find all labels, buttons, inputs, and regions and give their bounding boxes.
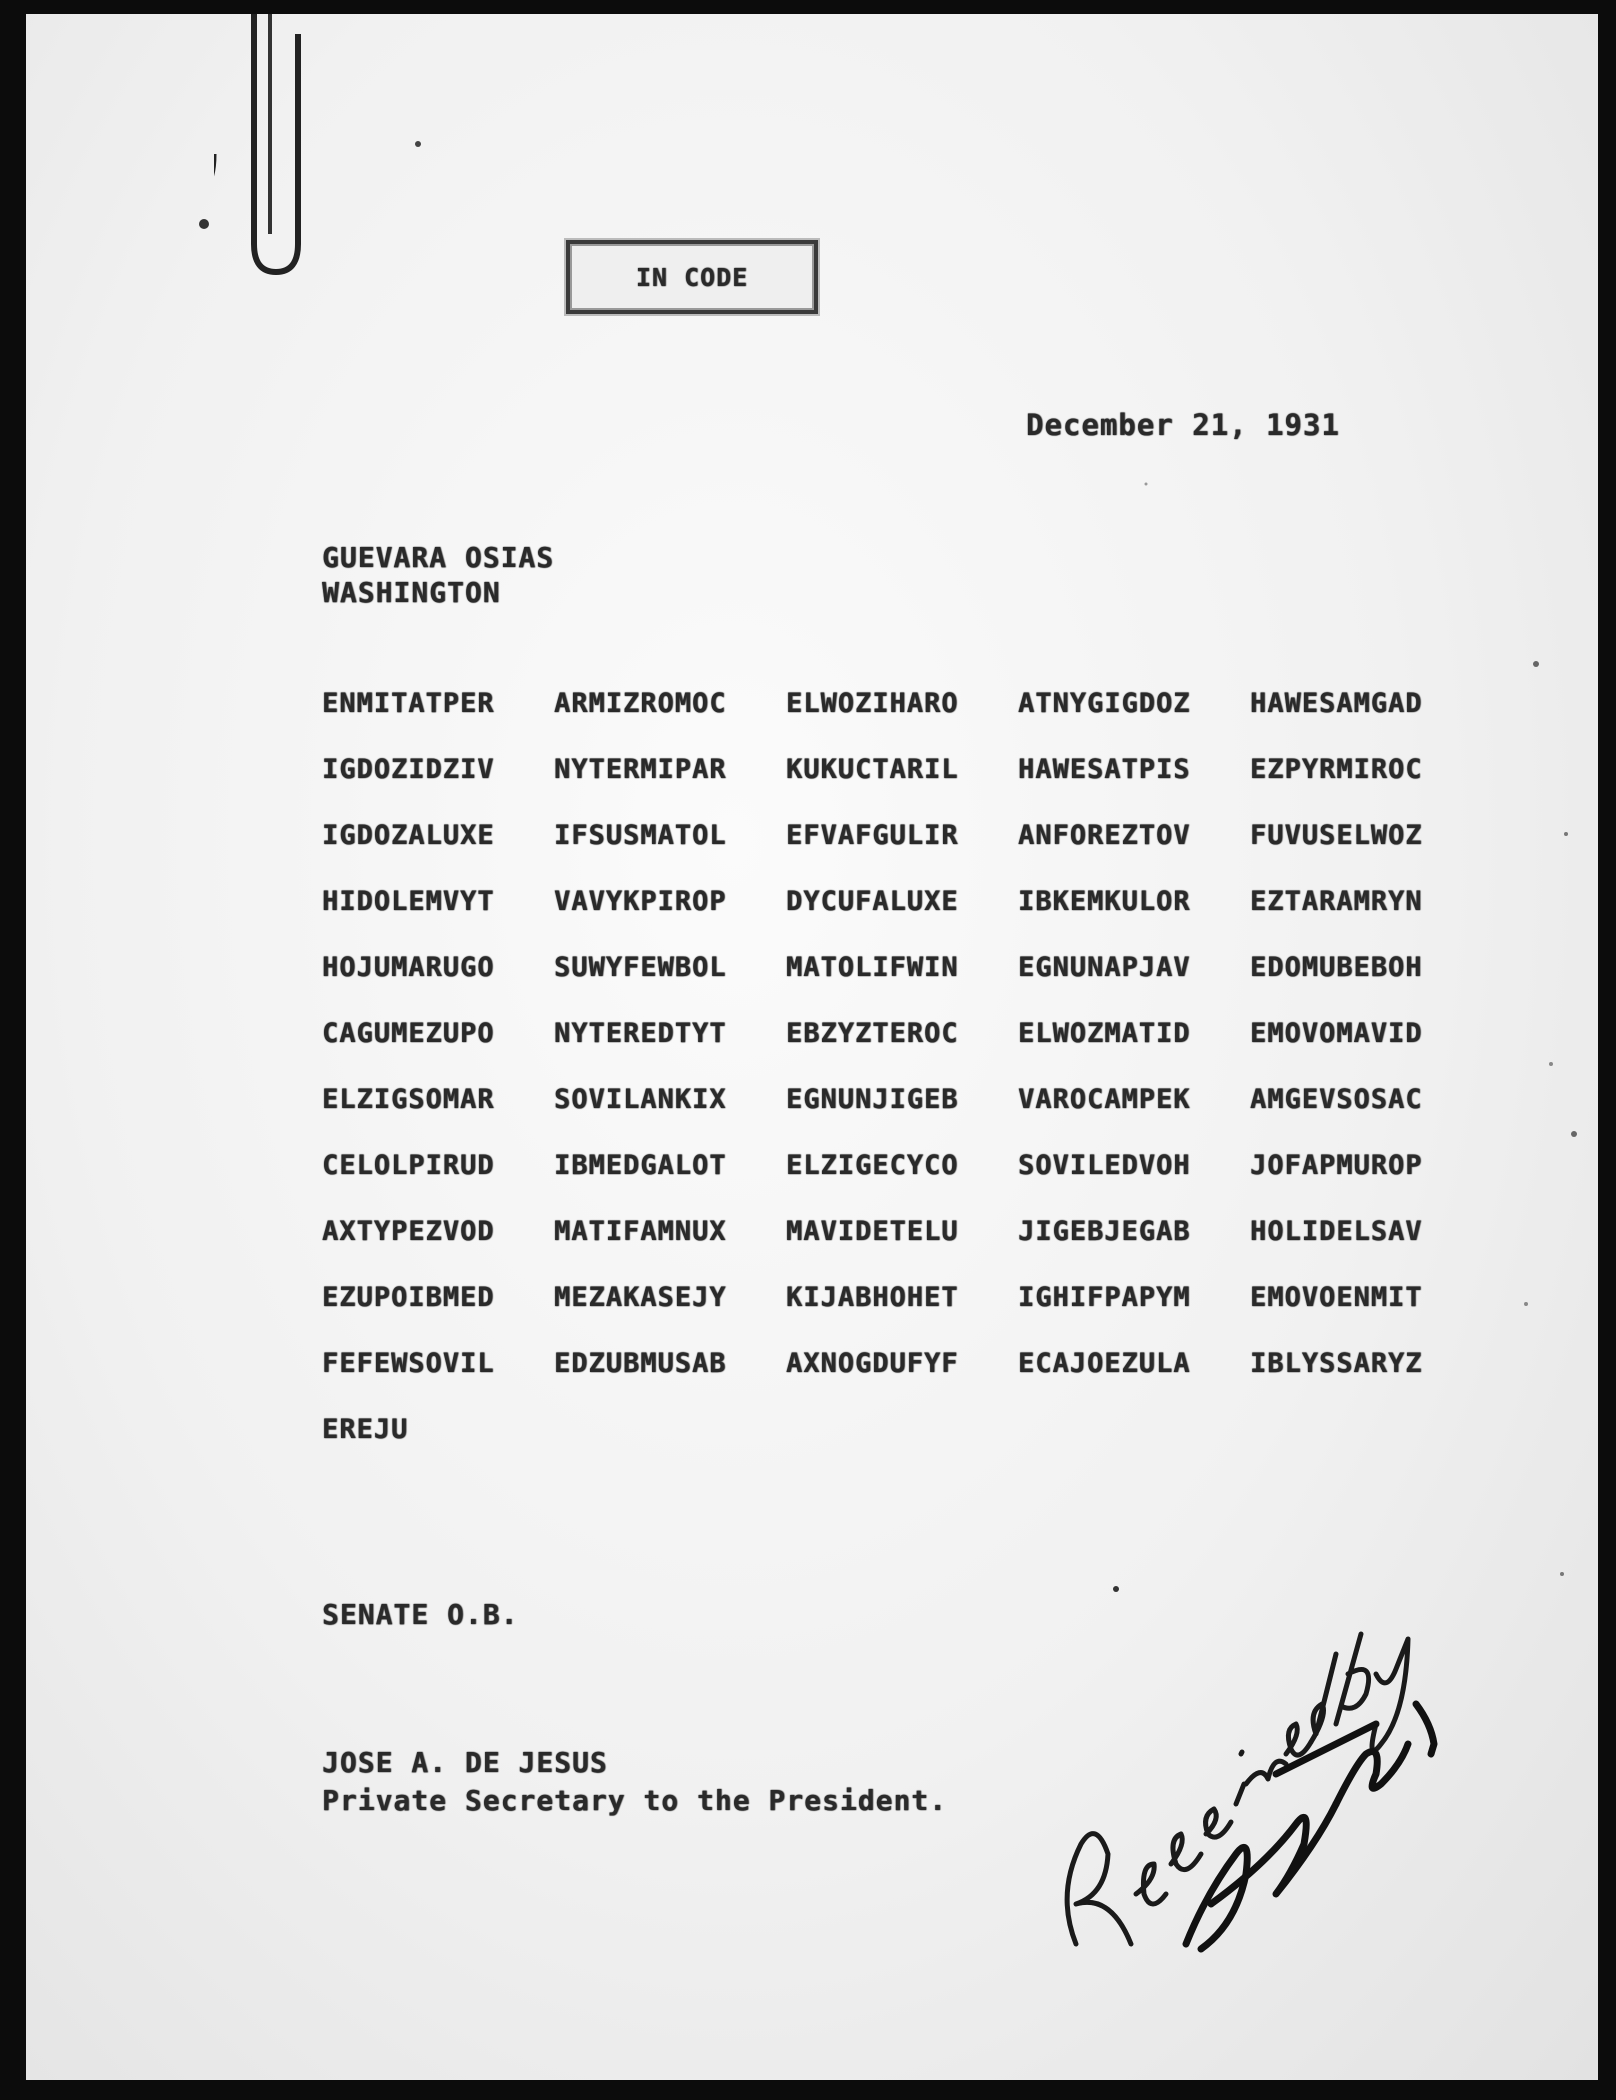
code-group: EMOVOENMIT xyxy=(1250,1281,1423,1313)
code-group: ELWOZIHARO xyxy=(786,687,959,719)
code-row xyxy=(322,736,1502,802)
code-group: IBKEMKULOR xyxy=(1018,885,1191,917)
code-row xyxy=(322,670,1502,736)
code-row xyxy=(322,1330,1502,1396)
code-group: AXNOGDUFYF xyxy=(786,1347,959,1379)
code-group: EZPYRMIROC xyxy=(1250,753,1423,785)
addressee-name: GUEVARA OSIAS xyxy=(322,541,555,574)
code-group: ELZIGSOMAR xyxy=(322,1083,495,1115)
code-group: EGNUNAPJAV xyxy=(1018,951,1191,983)
code-group: IGHIFPAPYM xyxy=(1018,1281,1191,1313)
code-group: IBMEDGALOT xyxy=(554,1149,727,1181)
code-group: VAROCAMPEK xyxy=(1018,1083,1191,1115)
code-group: EZTARAMRYN xyxy=(1250,885,1423,917)
code-group: KUKUCTARIL xyxy=(786,753,959,785)
code-group: DYCUFALUXE xyxy=(786,885,959,917)
in-code-stamp xyxy=(566,240,818,314)
code-group: MATIFAMNUX xyxy=(554,1215,727,1247)
code-group: KIJABHOHET xyxy=(786,1281,959,1313)
handwritten-received-note xyxy=(1036,1424,1456,1984)
addressee-block xyxy=(322,540,554,610)
code-group: FEFEWSOVIL xyxy=(322,1347,495,1379)
code-group: ANFOREZTOV xyxy=(1018,819,1191,851)
code-group: NYTEREDTYT xyxy=(554,1017,727,1049)
code-group: EMOVOMAVID xyxy=(1250,1017,1423,1049)
senate-signoff: SENATE O.B. xyxy=(322,1598,519,1631)
code-group: HAWESATPIS xyxy=(1018,753,1191,785)
code-row xyxy=(322,868,1502,934)
code-group: MATOLIFWIN xyxy=(786,951,959,983)
code-group: AMGEVSOSAC xyxy=(1250,1083,1423,1115)
code-group: EDOMUBEBOH xyxy=(1250,951,1423,983)
code-group: EBZYZTEROC xyxy=(786,1017,959,1049)
code-group: HAWESAMGAD xyxy=(1250,687,1423,719)
code-row xyxy=(322,802,1502,868)
code-group: IFSUSMATOL xyxy=(554,819,727,851)
code-group: MEZAKASEJY xyxy=(554,1281,727,1313)
code-row xyxy=(322,1066,1502,1132)
code-group: SUWYFEWBOL xyxy=(554,951,727,983)
code-group: SOVILEDVOH xyxy=(1018,1149,1191,1181)
document-page xyxy=(26,14,1598,2080)
signatory-title: Private Secretary to the President. xyxy=(322,1784,948,1817)
code-group: EZUPOIBMED xyxy=(322,1281,495,1313)
code-group: ELZIGECYCO xyxy=(786,1149,959,1181)
signatory-name: JOSE A. DE JESUS xyxy=(322,1746,608,1779)
code-group: VAVYKPIROP xyxy=(554,885,727,917)
code-group: EGNUNJIGEB xyxy=(786,1083,959,1115)
code-groups-grid xyxy=(322,670,1502,1462)
signature-block xyxy=(322,1744,947,1820)
code-group: HOLIDELSAV xyxy=(1250,1215,1423,1247)
code-row xyxy=(322,1000,1502,1066)
code-group: CAGUMEZUPO xyxy=(322,1017,495,1049)
code-group: ENMITATPER xyxy=(322,687,495,719)
code-group: FUVUSELWOZ xyxy=(1250,819,1423,851)
code-group: ATNYGIGDOZ xyxy=(1018,687,1191,719)
code-group: IGDOZIDZIV xyxy=(322,753,495,785)
code-group: HIDOLEMVYT xyxy=(322,885,495,917)
code-group: IBLYSSARYZ xyxy=(1250,1347,1423,1379)
code-group: EFVAFGULIR xyxy=(786,819,959,851)
code-row xyxy=(322,1264,1502,1330)
code-group: JOFAPMUROP xyxy=(1250,1149,1423,1181)
code-row xyxy=(322,934,1502,1000)
code-group: JIGEBJEGAB xyxy=(1018,1215,1191,1247)
code-group: EREJU xyxy=(322,1413,409,1445)
code-group: ARMIZROMOC xyxy=(554,687,727,719)
code-group: ELWOZMATID xyxy=(1018,1017,1191,1049)
addressee-city: WASHINGTON xyxy=(322,576,501,609)
code-group: HOJUMARUGO xyxy=(322,951,495,983)
code-group: NYTERMIPAR xyxy=(554,753,727,785)
code-group: MAVIDETELU xyxy=(786,1215,959,1247)
code-row xyxy=(322,1132,1502,1198)
stamp-label: IN CODE xyxy=(635,262,749,292)
code-row xyxy=(322,1198,1502,1264)
letter-date: December 21, 1931 xyxy=(1026,408,1340,442)
code-group: SOVILANKIX xyxy=(554,1083,727,1115)
code-group: CELOLPIRUD xyxy=(322,1149,495,1181)
code-group: IGDOZALUXE xyxy=(322,819,495,851)
code-group: EDZUBMUSAB xyxy=(554,1347,727,1379)
code-group: ECAJOEZULA xyxy=(1018,1347,1191,1379)
code-group: AXTYPEZVOD xyxy=(322,1215,495,1247)
